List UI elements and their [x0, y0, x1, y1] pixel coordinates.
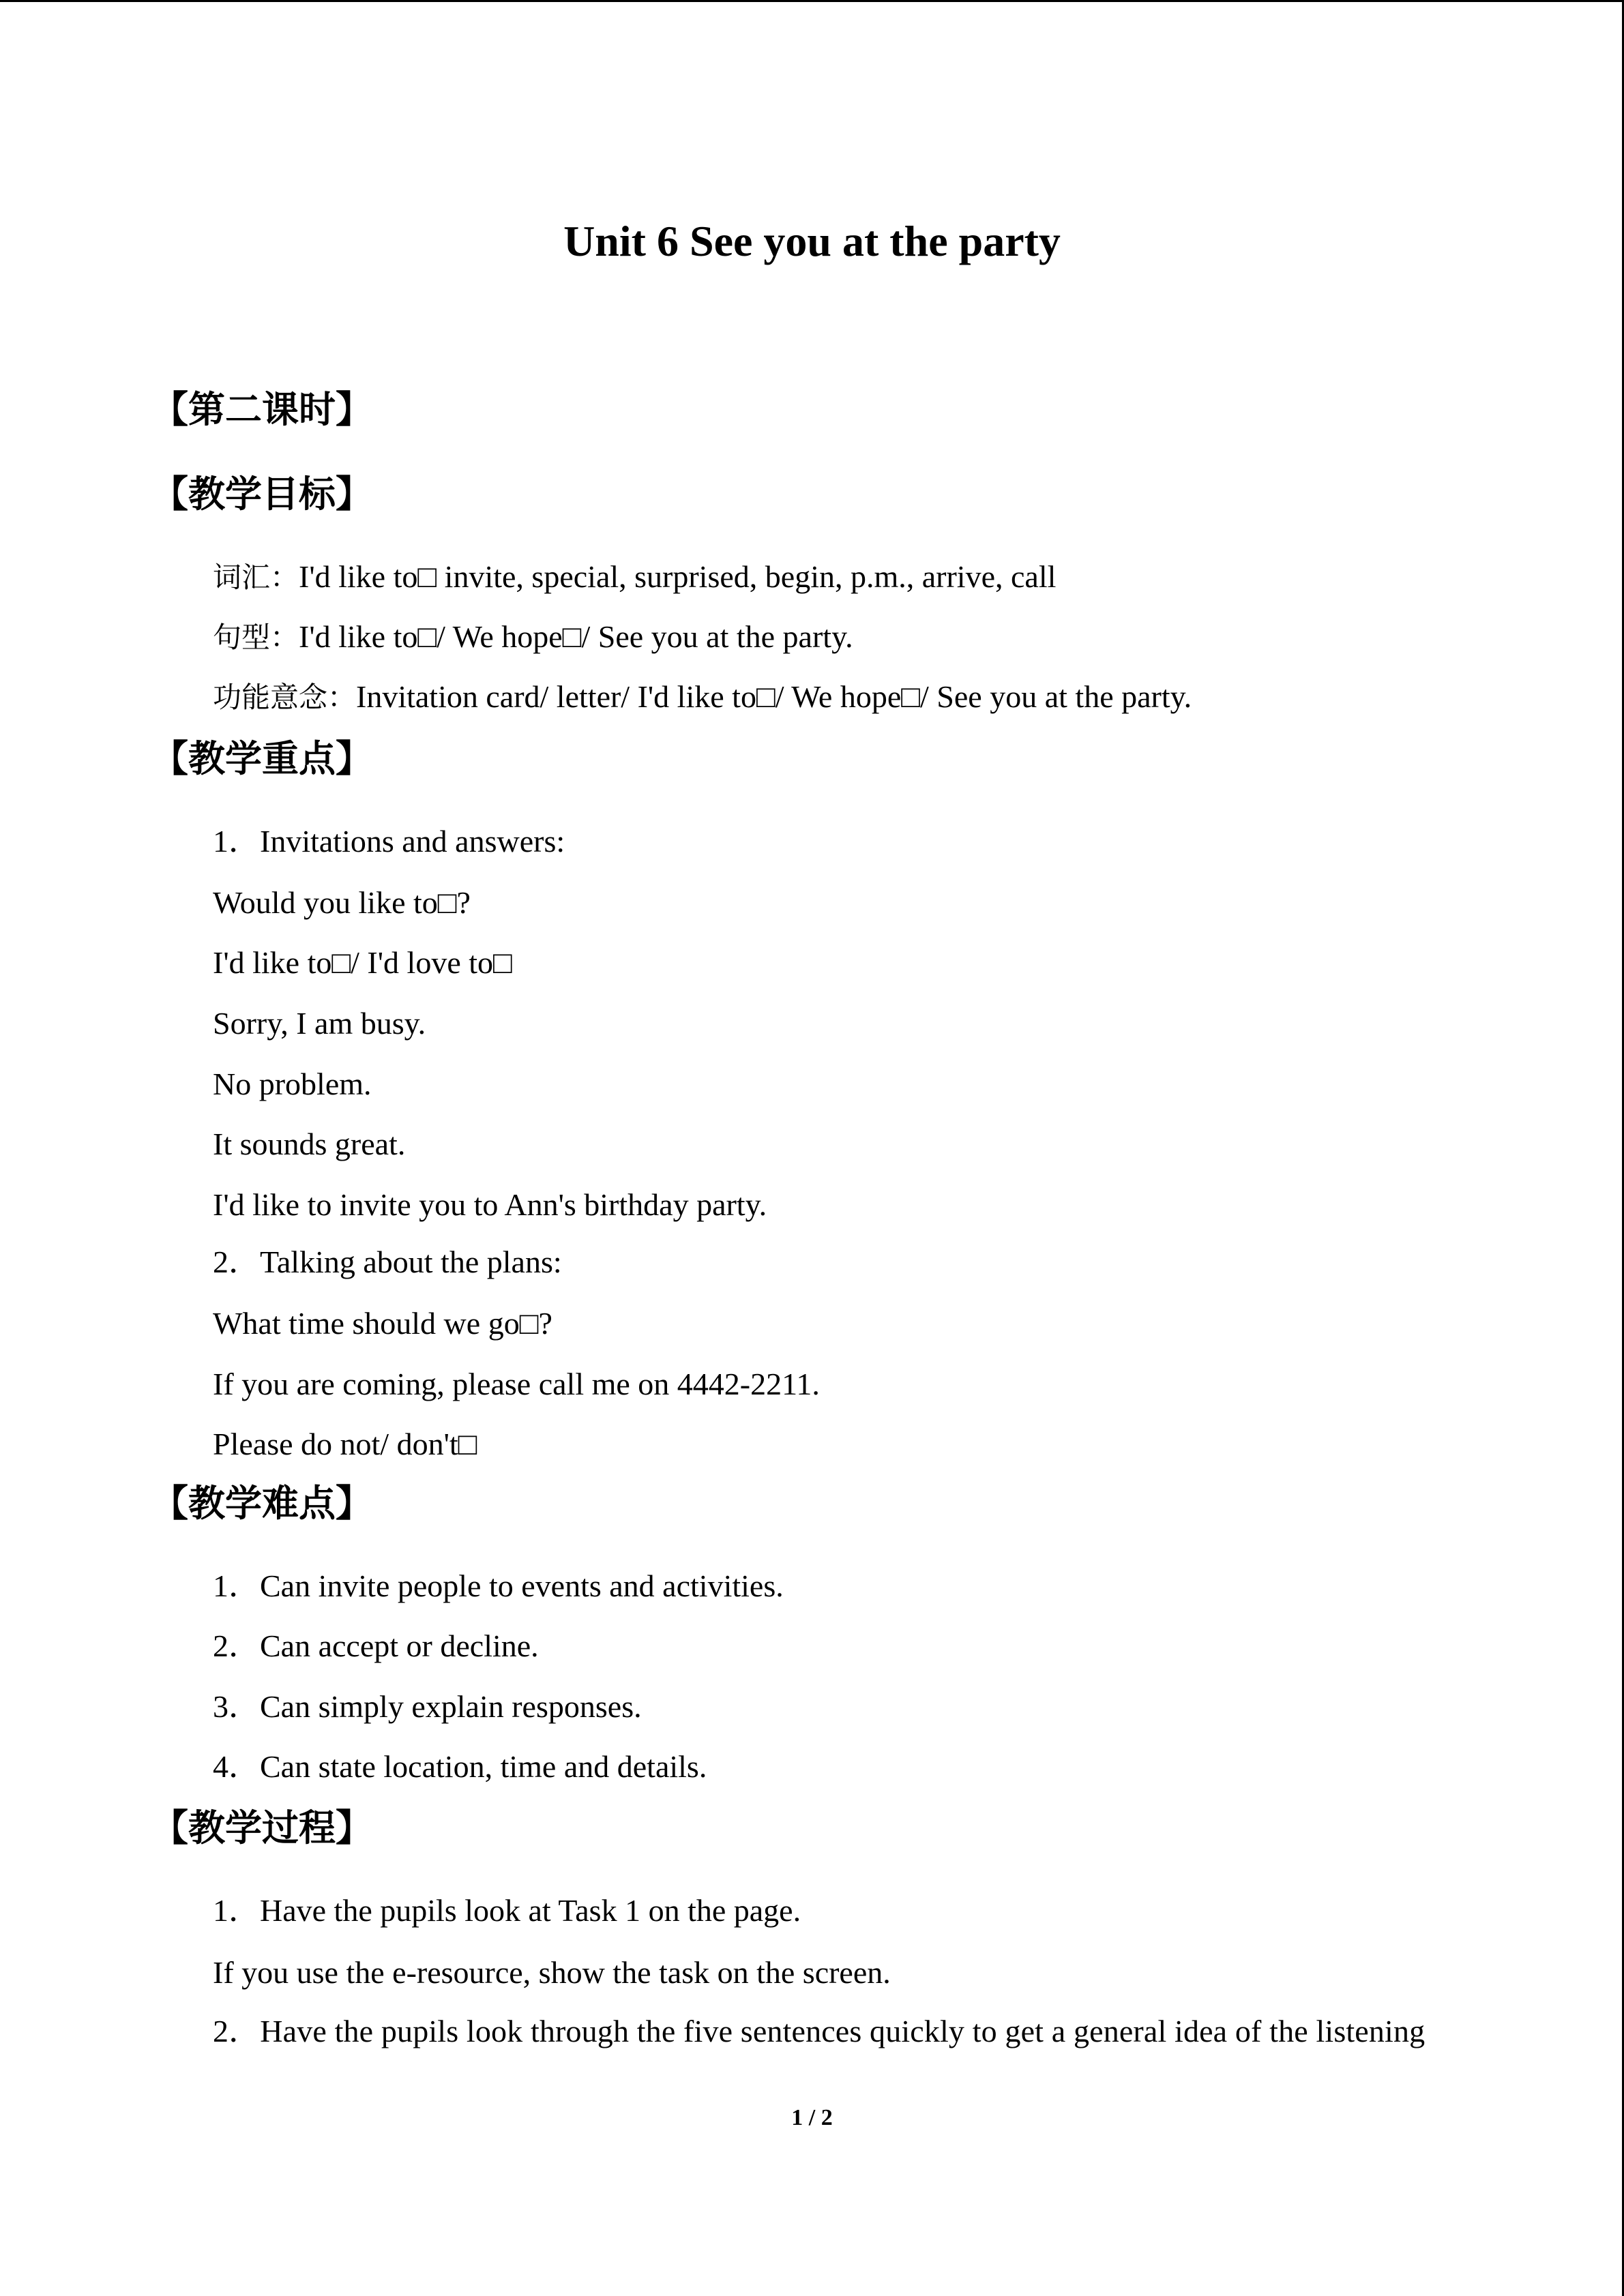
key-point-line: No problem.: [213, 1067, 372, 1101]
process-item: If you use the e-resource, show the task on the screen.: [213, 1955, 891, 1990]
page-number: 1 / 2: [791, 2105, 833, 2130]
key-point-line: Sorry, I am busy.: [213, 1006, 426, 1041]
heading-key-points: 【教学重点】: [151, 737, 372, 780]
key-point-item-2: 2．Talking about the plans:: [213, 1244, 562, 1279]
objective-function-label: 功能意念：: [213, 681, 357, 714]
document-title: Unit 6 See you at the party: [563, 217, 1061, 265]
objective-sentence: [213, 616, 853, 659]
objective-vocab: [213, 556, 1056, 599]
heading-period: 【第二课时】: [151, 388, 372, 431]
objective-sentence-label: 句型：: [213, 621, 299, 654]
key-point-line: Would you like to□?: [213, 885, 471, 920]
objective-sentence-text: I'd like to□/ We hope□/ See you at the party.: [299, 619, 853, 654]
key-point-line: I'd like to invite you to Ann's birthday party.: [213, 1187, 767, 1222]
difficulty-item: 1．Can invite people to events and activities.: [213, 1568, 784, 1603]
difficulty-item: 3．Can simply explain responses.: [213, 1689, 642, 1724]
key-point-line: I'd like to□/ I'd love to□: [213, 945, 512, 980]
heading-process: 【教学过程】: [151, 1806, 372, 1849]
process-item: 2．Have the pupils look through the five sentences quickly to get a general idea of the listening: [213, 2014, 1426, 2048]
heading-objectives: 【教学目标】: [151, 473, 372, 516]
objective-function-text: Invitation card/ letter/ I'd like to□/ We hope□/ See you at the party.: [356, 679, 1192, 714]
key-point-line: If you are coming, please call me on 4442-2211.: [213, 1367, 820, 1401]
key-point-line: Please do not/ don't□: [213, 1427, 477, 1461]
objective-vocab-label: 词汇：: [213, 561, 299, 594]
objective-vocab-text: I'd like to□ invite, special, surprised, begin, p.m., arrive, call: [299, 559, 1057, 594]
key-point-item-1: 1．Invitations and answers:: [213, 824, 565, 859]
objective-function: [213, 676, 1192, 719]
process-item: 1．Have the pupils look at Task 1 on the page.: [213, 1893, 801, 1928]
heading-difficulties: 【教学难点】: [151, 1482, 372, 1525]
difficulty-item: 4．Can state location, time and details.: [213, 1749, 707, 1784]
key-point-line: What time should we go□?: [213, 1306, 552, 1341]
key-point-line: It sounds great.: [213, 1127, 406, 1161]
page-top-border: [0, 0, 1624, 2]
difficulty-item: 2．Can accept or decline.: [213, 1628, 539, 1663]
